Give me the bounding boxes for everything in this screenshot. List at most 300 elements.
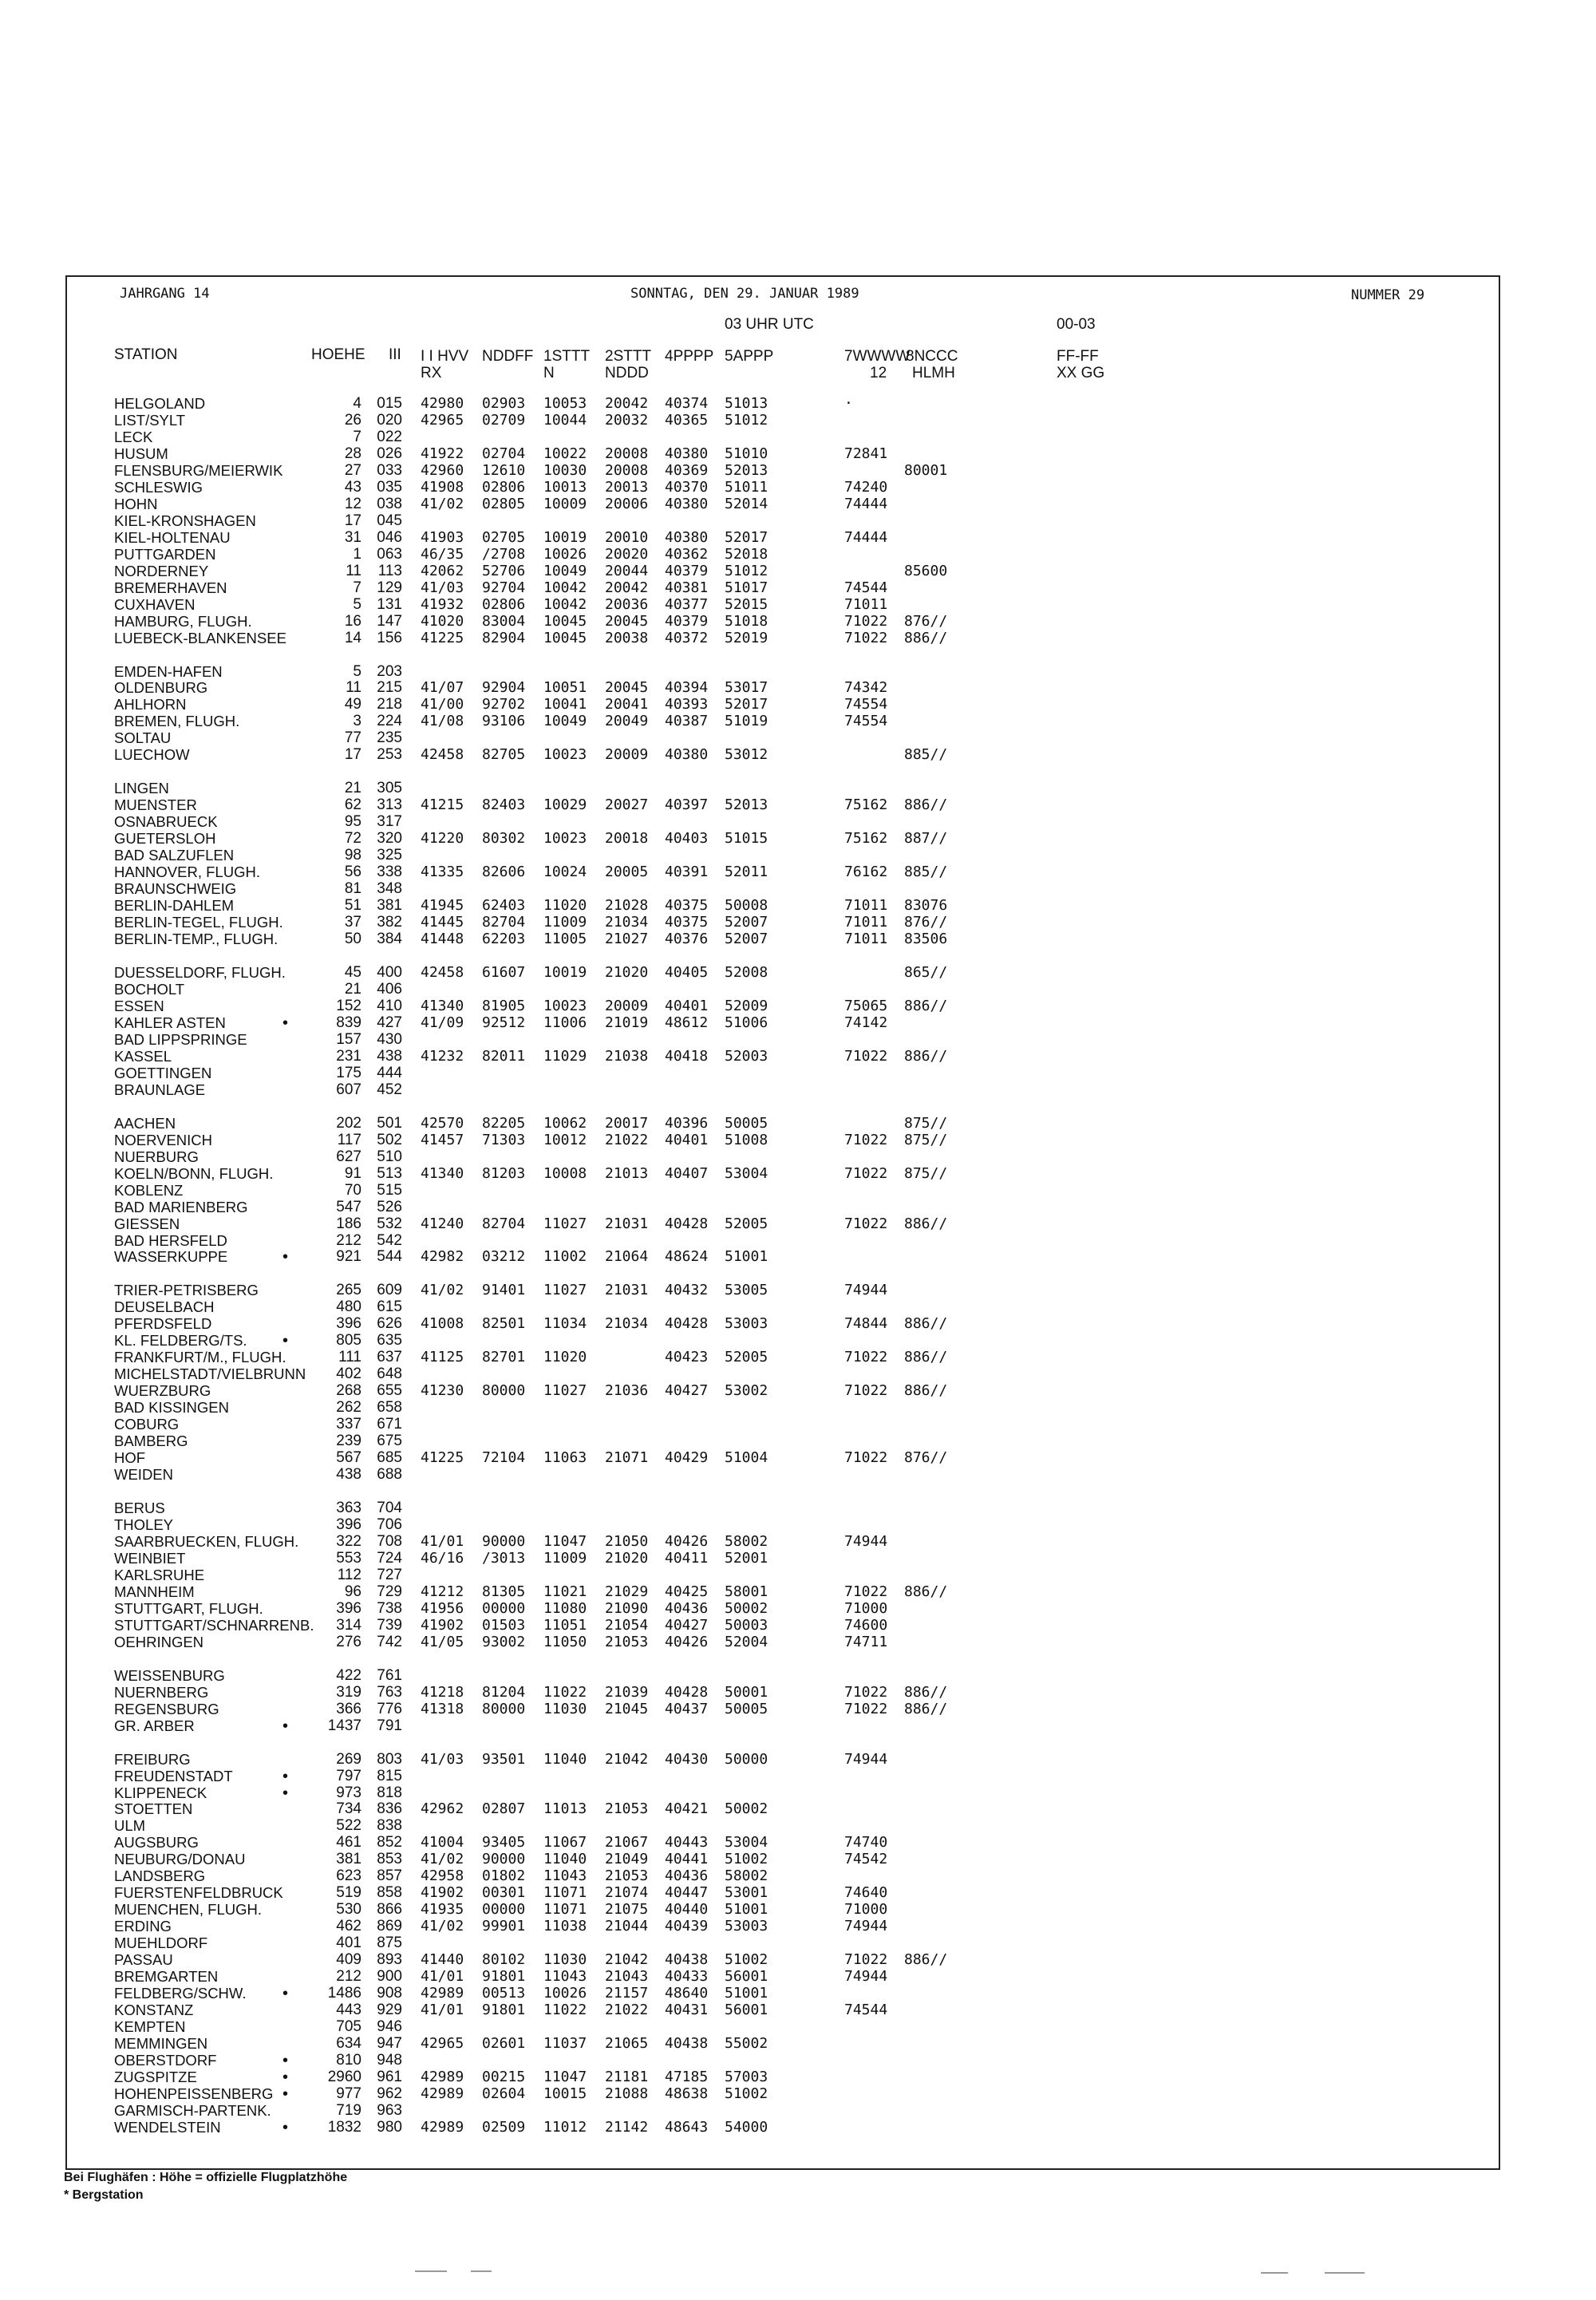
station-wwww: 74711	[844, 1634, 888, 1650]
station-name: BREMEN, FLUGH.	[114, 713, 240, 729]
station-name: SAARBRUECKEN, FLUGH.	[114, 1533, 299, 1550]
station-sttt1: 11047	[543, 2069, 587, 2085]
station-nddff: 62403	[482, 897, 526, 914]
station-appp: 53005	[725, 1282, 768, 1298]
station-iii: 706	[377, 1516, 402, 1533]
station-pppp: 40441	[665, 1851, 709, 1867]
station-name: LECK	[114, 429, 153, 445]
station-appp: 52013	[725, 462, 768, 479]
station-appp: 50008	[725, 897, 768, 914]
station-name: KIEL-KRONSHAGEN	[114, 512, 256, 529]
station-sttt2: 20008	[605, 462, 649, 479]
station-ncc: 80001	[904, 462, 948, 479]
station-nddff: 01802	[482, 1867, 526, 1884]
station-wwww: 74944	[844, 1751, 888, 1768]
station-name: BERLIN-TEMP., FLUGH.	[114, 931, 279, 947]
station-hoehe: 152	[336, 998, 361, 1014]
station-name: BERLIN-TEGEL, FLUGH.	[114, 914, 283, 931]
station-hoehe: 443	[336, 2002, 361, 2018]
station-pppp: 47185	[665, 2069, 709, 2085]
station-nddff: 93002	[482, 1634, 526, 1650]
station-pppp: 40432	[665, 1282, 709, 1298]
station-sttt1: 11006	[543, 1014, 587, 1031]
station-ihvv: 41225	[421, 630, 464, 646]
station-ihvv: 41/03	[421, 579, 464, 596]
station-iii: 382	[377, 914, 402, 931]
station-sttt1: 10045	[543, 613, 587, 630]
station-ncc: 886//	[904, 1382, 948, 1399]
station-ihvv: 41922	[421, 445, 464, 462]
station-iii: 427	[377, 1014, 402, 1031]
station-appp: 51015	[725, 830, 768, 847]
station-name: FELDBERG/SCHW.	[114, 1985, 247, 2002]
station-iii: 526	[377, 1199, 402, 1215]
footnote-mountain: * Bergstation	[64, 2188, 144, 2202]
station-ncc: 886//	[904, 1701, 948, 1717]
station-name: MUENSTER	[114, 796, 197, 813]
station-pppp: 40433	[665, 1968, 709, 1985]
station-pppp: 40431	[665, 2002, 709, 2018]
station-iii: 857	[377, 1867, 402, 1884]
station-name: PFERDSFELD	[114, 1315, 212, 1332]
station-sttt1: 10022	[543, 445, 587, 462]
station-iii: 063	[377, 546, 402, 563]
station-hoehe: 522	[336, 1817, 361, 1834]
station-sttt2: 21053	[605, 1867, 649, 1884]
station-name: BREMERHAVEN	[114, 579, 227, 596]
station-sttt2: 21054	[605, 1617, 649, 1634]
station-sttt1: 11027	[543, 1382, 587, 1399]
station-iii: 791	[377, 1717, 402, 1734]
station-nddff: 81204	[482, 1684, 526, 1701]
station-sttt1: 11047	[543, 1533, 587, 1550]
station-hoehe: 26	[344, 412, 361, 429]
station-sttt2: 20013	[605, 479, 649, 496]
station-nddff: 82403	[482, 796, 526, 813]
station-iii: 838	[377, 1817, 402, 1834]
station-wwww: 75065	[844, 998, 888, 1014]
station-star: •	[282, 1014, 289, 1032]
station-wwww: 71000	[844, 1600, 888, 1617]
station-name: SCHLESWIG	[114, 479, 203, 496]
station-sttt1: 10042	[543, 596, 587, 613]
station-name: FUERSTENFELDBRUCK	[114, 1884, 283, 1901]
station-name: BERUS	[114, 1500, 165, 1516]
station-sttt1: 11029	[543, 1048, 587, 1065]
station-name: WENDELSTEIN	[114, 2119, 221, 2136]
station-iii: 215	[377, 679, 402, 696]
station-name: AACHEN	[114, 1115, 176, 1132]
station-hoehe: 734	[336, 1800, 361, 1817]
station-sttt1: 11080	[543, 1600, 587, 1617]
station-wwww: 71022	[844, 1215, 888, 1232]
station-ncc: 886//	[904, 630, 948, 646]
station-sttt2: 20027	[605, 796, 649, 813]
station-name: KAHLER ASTEN	[114, 1014, 226, 1031]
station-nddff: 92702	[482, 696, 526, 713]
station-appp: 51002	[725, 1951, 768, 1968]
station-pppp: 40391	[665, 863, 709, 880]
station-appp: 51002	[725, 1851, 768, 1867]
station-iii: 946	[377, 2018, 402, 2035]
station-iii: 022	[377, 429, 402, 445]
station-appp: 51012	[725, 412, 768, 429]
station-pppp: 40427	[665, 1382, 709, 1399]
station-sttt1: 11071	[543, 1884, 587, 1901]
station-name: GARMISCH-PARTENK.	[114, 2102, 271, 2119]
station-hoehe: 81	[344, 880, 361, 897]
station-ncc: 876//	[904, 613, 948, 630]
station-iii: 675	[377, 1433, 402, 1449]
station-iii: 980	[377, 2119, 402, 2136]
station-iii: 655	[377, 1382, 402, 1399]
station-ihvv: 41/03	[421, 1751, 464, 1768]
station-hoehe: 202	[336, 1115, 361, 1132]
station-name: BREMGARTEN	[114, 1968, 219, 1985]
station-ihvv: 41/07	[421, 679, 464, 696]
station-iii: 815	[377, 1768, 402, 1784]
col-1sttt: 1STTT	[543, 348, 591, 365]
station-pppp: 40407	[665, 1165, 709, 1182]
station-wwww: 74444	[844, 496, 888, 512]
station-hoehe: 319	[336, 1684, 361, 1701]
station-sttt2: 21027	[605, 931, 649, 947]
station-appp: 51017	[725, 579, 768, 596]
station-ncc: 876//	[904, 914, 948, 931]
station-name: WASSERKUPPE	[114, 1248, 228, 1265]
station-iii: 688	[377, 1466, 402, 1483]
station-iii: 325	[377, 847, 402, 863]
station-wwww: 74542	[844, 1851, 888, 1867]
station-ihvv: 41340	[421, 1165, 464, 1182]
station-hoehe: 111	[338, 1349, 361, 1365]
station-pppp: 40418	[665, 1048, 709, 1065]
station-wwww: 74240	[844, 479, 888, 496]
station-hoehe: 268	[336, 1382, 361, 1399]
station-iii: 626	[377, 1315, 402, 1332]
station-nddff: /3013	[482, 1550, 526, 1567]
station-iii: 739	[377, 1617, 402, 1634]
station-appp: 51006	[725, 1014, 768, 1031]
station-iii: 900	[377, 1968, 402, 1985]
station-hoehe: 5	[353, 596, 361, 613]
station-ihvv: 41/09	[421, 1014, 464, 1031]
station-appp: 52007	[725, 914, 768, 931]
station-name: WEINBIET	[114, 1550, 186, 1567]
station-iii: 727	[377, 1567, 402, 1583]
station-iii: 381	[377, 897, 402, 914]
station-iii: 729	[377, 1583, 402, 1600]
station-hoehe: 239	[336, 1433, 361, 1449]
station-name: EMDEN-HAFEN	[114, 663, 223, 680]
station-name: MEMMINGEN	[114, 2035, 208, 2052]
station-sttt2: 21053	[605, 1800, 649, 1817]
station-iii: 724	[377, 1550, 402, 1567]
station-nddff: 82704	[482, 914, 526, 931]
station-sttt1: 11022	[543, 1684, 587, 1701]
footnote-airports: Bei Flughäfen : Höhe = offizielle Flugplatzhöhe	[64, 2171, 348, 2184]
station-pppp: 40443	[665, 1834, 709, 1851]
station-name: DUESSELDORF, FLUGH.	[114, 964, 286, 981]
station-nddff: 01503	[482, 1617, 526, 1634]
station-wwww: 75162	[844, 830, 888, 847]
station-hoehe: 3	[353, 713, 361, 729]
station-sttt2: 20009	[605, 746, 649, 763]
col-4pppp: 4PPPP	[665, 348, 714, 365]
station-nddff: /2708	[482, 546, 526, 563]
col-hoehe: HOEHE	[311, 346, 365, 363]
station-wwww: 71022	[844, 1165, 888, 1182]
station-iii: 026	[377, 445, 402, 462]
station-ncc: 885//	[904, 746, 948, 763]
report-date: SONNTAG, DEN 29. JANUAR 1989	[630, 286, 859, 302]
station-pppp: 40393	[665, 696, 709, 713]
station-name: LIST/SYLT	[114, 412, 186, 429]
station-nddff: 02604	[482, 2085, 526, 2102]
station-sttt1: 10026	[543, 546, 587, 563]
station-hoehe: 72	[344, 830, 361, 847]
station-nddff: 91801	[482, 1968, 526, 1985]
station-iii: 218	[377, 696, 402, 713]
station-appp: 51019	[725, 713, 768, 729]
station-ihvv: 41/02	[421, 1918, 464, 1934]
station-appp: 52009	[725, 998, 768, 1014]
station-name: ERDING	[114, 1918, 172, 1934]
station-name: HOHN	[114, 496, 158, 512]
station-name: KIEL-HOLTENAU	[114, 529, 231, 546]
station-name: MICHELSTADT/VIELBRUNN	[114, 1365, 306, 1382]
station-pppp: 40428	[665, 1315, 709, 1332]
station-name: SOLTAU	[114, 729, 172, 746]
station-sttt2: 21071	[605, 1449, 649, 1466]
station-ncc: 875//	[904, 1165, 948, 1182]
station-sttt2: 21067	[605, 1834, 649, 1851]
station-iii: 129	[377, 579, 402, 596]
station-ihvv: 42989	[421, 2085, 464, 2102]
station-name: PASSAU	[114, 1951, 173, 1968]
station-sttt2: 21019	[605, 1014, 649, 1031]
station-hoehe: 547	[336, 1199, 361, 1215]
station-sttt2: 20010	[605, 529, 649, 546]
station-sttt2: 21045	[605, 1701, 649, 1717]
station-wwww: 74554	[844, 713, 888, 729]
station-appp: 52017	[725, 529, 768, 546]
station-hoehe: 43	[344, 479, 361, 496]
station-appp: 51012	[725, 563, 768, 579]
station-ncc: 886//	[904, 1315, 948, 1332]
station-hoehe: 366	[336, 1701, 361, 1717]
station-iii: 818	[377, 1784, 402, 1801]
station-hoehe: 262	[336, 1399, 361, 1416]
station-name: BERLIN-DAHLEM	[114, 897, 235, 914]
station-iii: 317	[377, 813, 402, 830]
station-sttt1: 10008	[543, 1165, 587, 1182]
station-pppp: 40428	[665, 1684, 709, 1701]
station-iii: 513	[377, 1165, 402, 1182]
station-iii: 038	[377, 496, 402, 512]
station-name: FRANKFURT/M., FLUGH.	[114, 1349, 286, 1365]
station-name: BAD SALZUFLEN	[114, 847, 235, 863]
station-ihvv: 42965	[421, 412, 464, 429]
station-sttt1: 11030	[543, 1701, 587, 1717]
station-ncc: 886//	[904, 1048, 948, 1065]
station-iii: 763	[377, 1684, 402, 1701]
station-appp: 58002	[725, 1867, 768, 1884]
station-hoehe: 11	[346, 679, 361, 696]
station-star: •	[282, 2085, 289, 2103]
station-ihvv: 41902	[421, 1884, 464, 1901]
station-iii: 203	[377, 663, 402, 680]
station-hoehe: 337	[336, 1416, 361, 1433]
station-sttt2: 21022	[605, 1132, 649, 1148]
station-sttt1: 10024	[543, 863, 587, 880]
station-sttt2: 21075	[605, 1901, 649, 1918]
station-name: GR. ARBER	[114, 1717, 195, 1734]
station-pppp: 40447	[665, 1884, 709, 1901]
station-ihvv: 41448	[421, 931, 464, 947]
station-iii: 671	[377, 1416, 402, 1433]
station-iii: 502	[377, 1132, 402, 1148]
station-sttt1: 11009	[543, 914, 587, 931]
station-sttt1: 11005	[543, 931, 587, 947]
col-5appp: 5APPP	[725, 348, 774, 365]
station-iii: 858	[377, 1884, 402, 1901]
station-appp: 54000	[725, 2119, 768, 2136]
station-wwww: 74600	[844, 1617, 888, 1634]
station-wwww: 74142	[844, 1014, 888, 1031]
station-hoehe: 51	[344, 897, 361, 914]
station-iii: 438	[377, 1048, 402, 1065]
station-ihvv: 41/02	[421, 1282, 464, 1298]
station-iii: 875	[377, 1934, 402, 1951]
station-pppp: 40401	[665, 998, 709, 1014]
station-hoehe: 11	[346, 563, 361, 579]
station-appp: 51010	[725, 445, 768, 462]
station-ihvv: 41/08	[421, 713, 464, 729]
station-iii: 033	[377, 462, 402, 479]
station-sttt2: 20038	[605, 630, 649, 646]
station-iii: 637	[377, 1349, 402, 1365]
station-nddff: 80102	[482, 1951, 526, 1968]
station-hoehe: 4	[353, 395, 361, 412]
station-pppp: 40370	[665, 479, 709, 496]
station-sttt2: 21044	[605, 1918, 649, 1934]
station-pppp: 40405	[665, 964, 709, 981]
station-sttt2: 21020	[605, 964, 649, 981]
station-name: BAD MARIENBERG	[114, 1199, 248, 1215]
station-ncc: 875//	[904, 1132, 948, 1148]
station-iii: 948	[377, 2052, 402, 2069]
station-nddff: 82501	[482, 1315, 526, 1332]
station-hoehe: 363	[336, 1500, 361, 1516]
station-hoehe: 231	[336, 1048, 361, 1065]
station-hoehe: 21	[344, 780, 361, 796]
station-sttt2: 20009	[605, 998, 649, 1014]
station-appp: 53003	[725, 1315, 768, 1332]
station-hoehe: 519	[336, 1884, 361, 1901]
station-sttt2: 21157	[605, 1985, 649, 2002]
station-wwww: 74844	[844, 1315, 888, 1332]
station-ihvv: 41902	[421, 1617, 464, 1634]
station-sttt1: 11067	[543, 1834, 587, 1851]
station-name: BRAUNSCHWEIG	[114, 880, 237, 897]
station-appp: 51018	[725, 613, 768, 630]
station-hoehe: 269	[336, 1751, 361, 1768]
station-appp: 52019	[725, 630, 768, 646]
station-appp: 52001	[725, 1550, 768, 1567]
station-hoehe: 607	[336, 1081, 361, 1098]
station-nddff: 83004	[482, 613, 526, 630]
station-appp: 56001	[725, 1968, 768, 1985]
col-8nccc: 8NCCC	[906, 348, 958, 365]
station-sttt1: 10044	[543, 412, 587, 429]
station-sttt2: 20041	[605, 696, 649, 713]
station-nddff: 00000	[482, 1600, 526, 1617]
station-name: KARLSRUHE	[114, 1567, 205, 1583]
station-ncc: 886//	[904, 998, 948, 1014]
station-iii: 320	[377, 830, 402, 847]
station-hoehe: 1437	[327, 1717, 361, 1734]
station-hoehe: 117	[337, 1132, 361, 1148]
station-hoehe: 553	[336, 1550, 361, 1567]
station-appp: 51001	[725, 1901, 768, 1918]
station-sttt2: 20045	[605, 613, 649, 630]
station-sttt1: 11027	[543, 1282, 587, 1298]
station-pppp: 40387	[665, 713, 709, 729]
station-appp: 52003	[725, 1048, 768, 1065]
station-sttt1: 11020	[543, 897, 587, 914]
station-wwww: 71022	[844, 1449, 888, 1466]
station-nddff: 90000	[482, 1851, 526, 1867]
station-wwww: 71011	[844, 596, 888, 613]
station-wwww: 71022	[844, 1349, 888, 1365]
station-appp: 52007	[725, 931, 768, 947]
station-name: OLDENBURG	[114, 679, 208, 696]
station-sttt1: 11030	[543, 1951, 587, 1968]
station-appp: 53003	[725, 1918, 768, 1934]
station-nddff: 00215	[482, 2069, 526, 2085]
station-sttt1: 10062	[543, 1115, 587, 1132]
station-name: KOBLENZ	[114, 1182, 184, 1199]
station-sttt1: 11012	[543, 2119, 587, 2136]
station-ihvv: 41/02	[421, 496, 464, 512]
station-nddff: 02709	[482, 412, 526, 429]
station-pppp: 40425	[665, 1583, 709, 1600]
station-ihvv: 42989	[421, 2069, 464, 2085]
station-sttt2: 20006	[605, 496, 649, 512]
col-station: STATION	[114, 346, 178, 363]
station-nddff: 00301	[482, 1884, 526, 1901]
col-ff: FF-FF	[1057, 348, 1099, 365]
station-hoehe: 7	[353, 429, 361, 445]
station-name: BRAUNLAGE	[114, 1081, 206, 1098]
station-pppp: 40423	[665, 1349, 709, 1365]
station-hoehe: 810	[336, 2052, 361, 2069]
station-nddff: 02806	[482, 596, 526, 613]
station-sttt2: 21022	[605, 2002, 649, 2018]
station-nddff: 93405	[482, 1834, 526, 1851]
station-wwww: 74444	[844, 529, 888, 546]
station-hoehe: 530	[336, 1901, 361, 1918]
station-nddff: 82705	[482, 746, 526, 763]
station-pppp: 48643	[665, 2119, 709, 2136]
station-appp: 50002	[725, 1600, 768, 1617]
station-name: WEISSENBURG	[114, 1667, 225, 1684]
station-name: ULM	[114, 1817, 146, 1834]
station-nddff: 80000	[482, 1701, 526, 1717]
station-sttt1: 10009	[543, 496, 587, 512]
station-name: LANDSBERG	[114, 1867, 206, 1884]
